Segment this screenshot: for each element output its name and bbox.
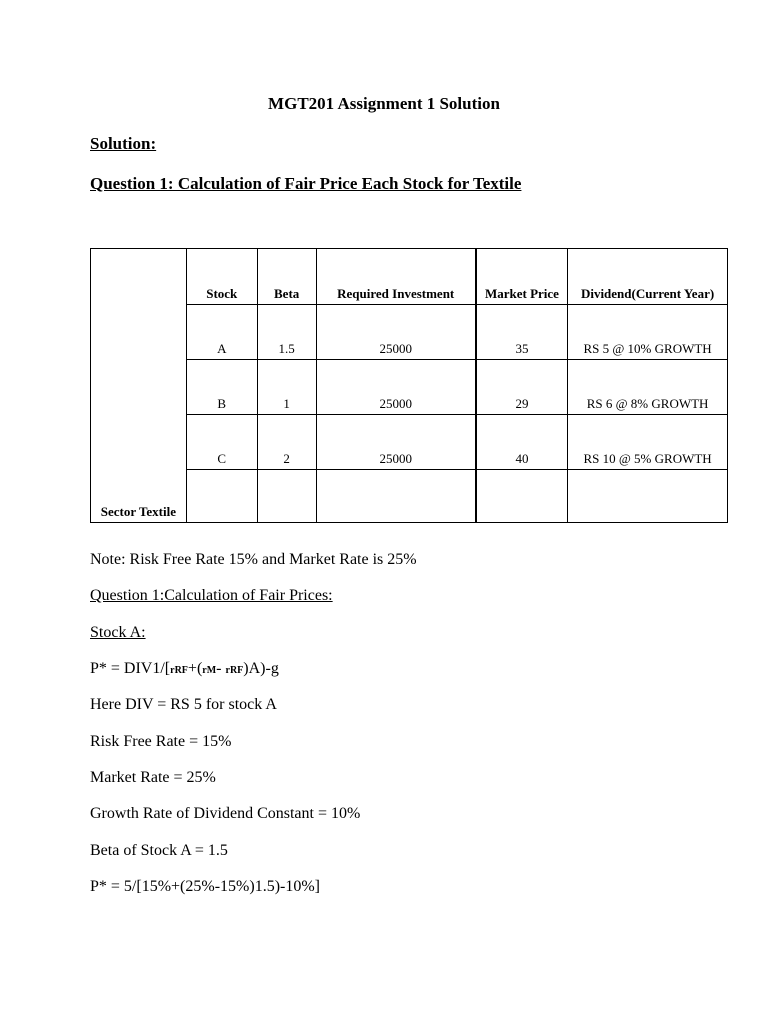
table-header-row	[91, 249, 728, 305]
cell-market-price: 29	[476, 360, 568, 415]
stock-a-heading: Stock A:	[90, 624, 146, 641]
fair-price-formula: P* = DIV1/[rRF+(rM- rRF)A)-g	[90, 660, 279, 677]
cell-market-price: 35	[476, 305, 568, 360]
cell-dividend: RS 6 @ 8% GROWTH	[568, 360, 728, 415]
question-heading: Question 1: Calculation of Fair Price Each Stock for Textile	[90, 174, 522, 193]
market-rate-line: Market Rate = 25%	[90, 769, 216, 786]
beta-line: Beta of Stock A = 1.5	[90, 842, 228, 859]
cell-investment: 25000	[316, 360, 476, 415]
header-investment: Required Investment	[316, 249, 476, 305]
stock-table	[90, 248, 728, 523]
calculation-line: P* = 5/[15%+(25%-15%)1.5)-10%]	[90, 878, 320, 895]
cell-investment: 25000	[316, 415, 476, 470]
cell-beta: 2	[257, 415, 316, 470]
risk-free-line: Risk Free Rate = 15%	[90, 733, 232, 750]
header-stock: Stock	[186, 249, 257, 305]
cell-stock: C	[186, 415, 257, 470]
growth-rate-line: Growth Rate of Dividend Constant = 10%	[90, 805, 361, 822]
table-row	[91, 415, 728, 470]
header-market-price: Market Price	[476, 249, 568, 305]
header-beta: Beta	[257, 249, 316, 305]
cell-beta: 1.5	[257, 305, 316, 360]
header-dividend: Dividend(Current Year)	[568, 249, 728, 305]
cell-dividend: RS 5 @ 10% GROWTH	[568, 305, 728, 360]
solution-heading: Solution:	[90, 134, 157, 153]
cell-beta: 1	[257, 360, 316, 415]
dividend-line: Here DIV = RS 5 for stock A	[90, 696, 277, 713]
cell-investment: 25000	[316, 305, 476, 360]
cell-market-price: 40	[476, 415, 568, 470]
sector-cell: Sector Textile	[91, 249, 187, 523]
cell-stock: B	[186, 360, 257, 415]
document-title: MGT201 Assignment 1 Solution	[268, 94, 500, 113]
table-blank-row	[91, 470, 728, 523]
cell-dividend: RS 10 @ 5% GROWTH	[568, 415, 728, 470]
q1-heading: Question 1:Calculation of Fair Prices:	[90, 587, 333, 604]
cell-stock: A	[186, 305, 257, 360]
table-row	[91, 305, 728, 360]
note-text: Note: Risk Free Rate 15% and Market Rate is 25%	[90, 551, 417, 568]
table-row	[91, 360, 728, 415]
